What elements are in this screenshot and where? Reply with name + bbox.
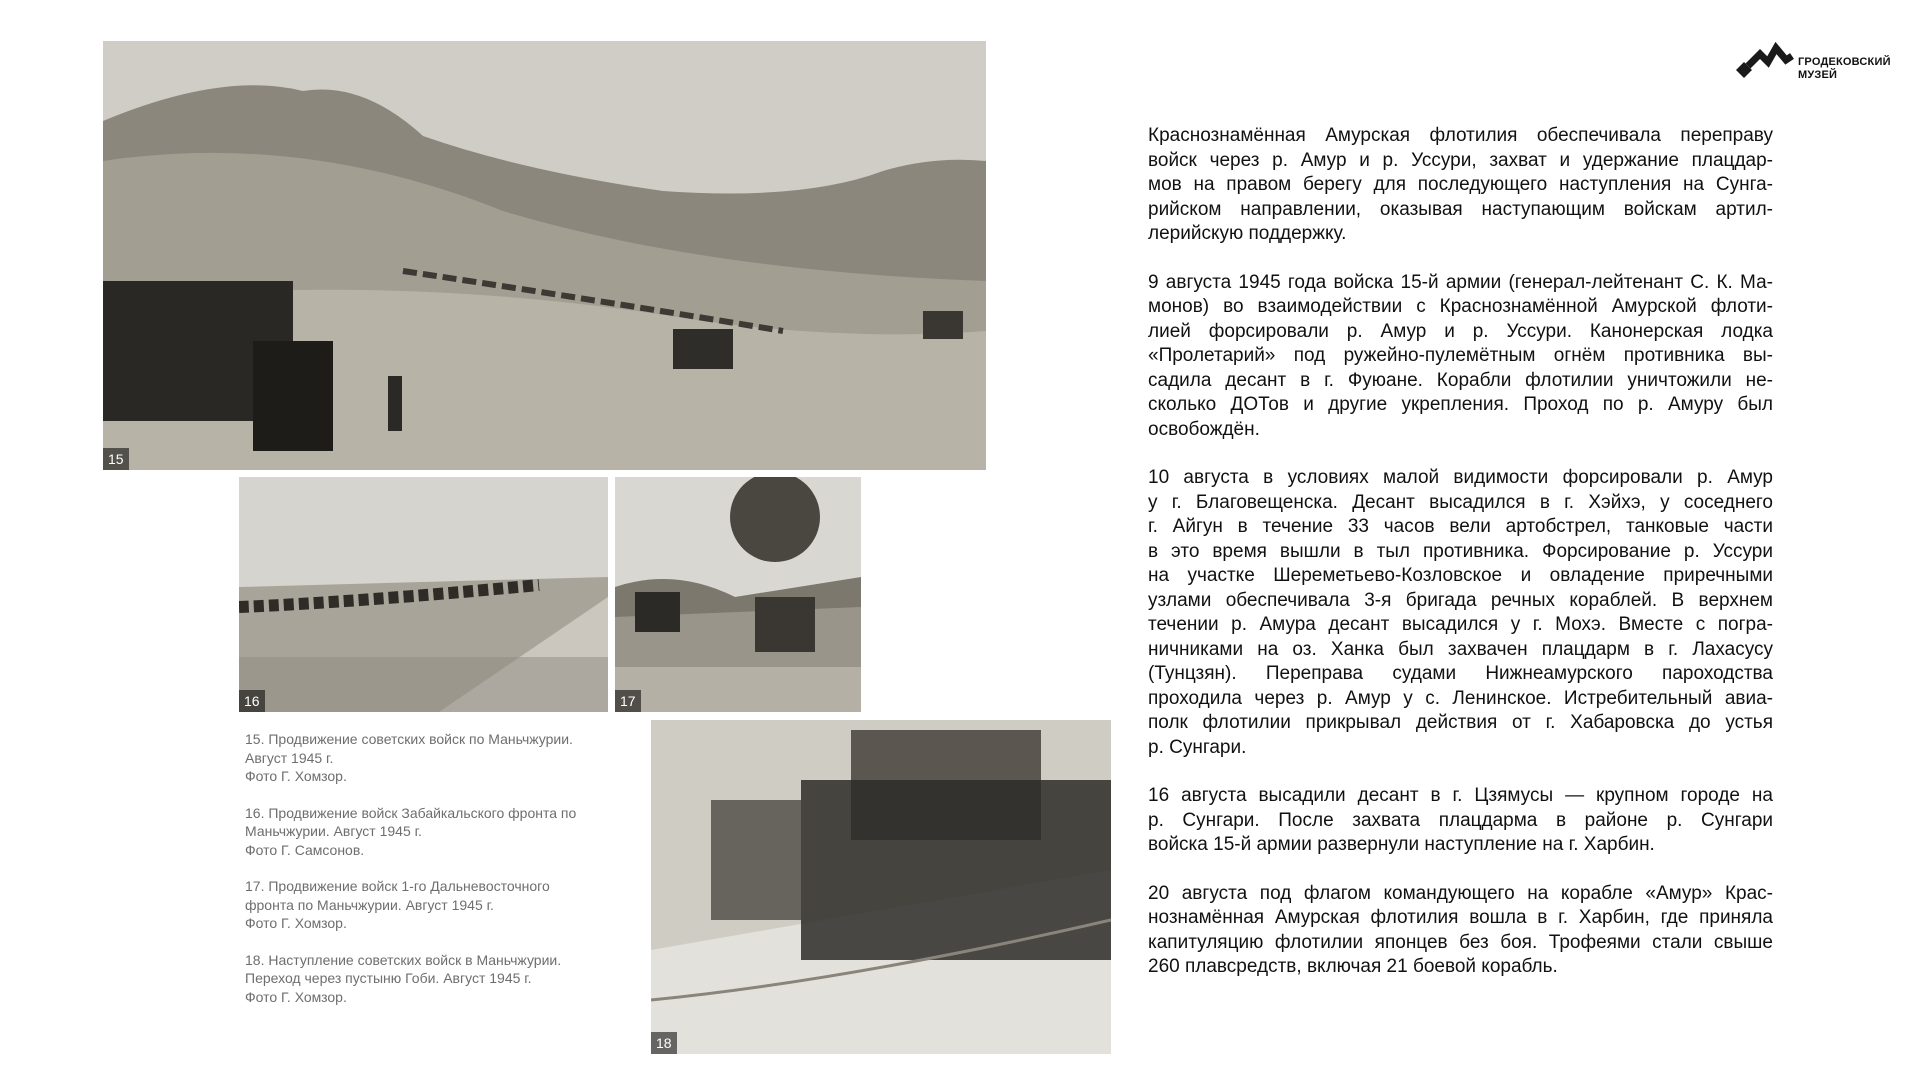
photo-captions xyxy=(245,730,645,1024)
photo-17-far-eastern-front xyxy=(615,477,861,712)
photo-number: 16 xyxy=(239,690,265,712)
photo-15-image xyxy=(103,41,986,470)
photo-18-gobi-crossing xyxy=(651,720,1111,1054)
museum-logo-mark-icon xyxy=(1734,38,1796,88)
photo-16-transbaikal-front xyxy=(239,477,608,712)
paragraph-august-10: 10 августа в условиях малой видимости форсировали р. Амур у г. Благовещенска. Десант высадился в г. Хэйхэ, у соседнего г. Айгун в течение 33 часов вели артобстрел, танковые части в это время вышли в тыл противника. Форсирование р. Уссури на участке Шереметьево-Козловское и овладение приречными узлами обеспечивала 3-я бригада речных кораблей. В верхнем течении р. Амура десант высадился у г. Мохэ. Вместе с погра- ничниками на оз. Ханка был захвачен плацдарм в г. Лахасусу (Тунцзян). Переправа судами Нижнеамурского пароходства проходила через р. Амур у с. Ленинское. Истребительный авиа- полк флотилии прикрывал действия от г. Хабаровска до устья р. Сунгари. xyxy=(1148,467,1773,758)
photo-number: 17 xyxy=(615,690,641,712)
paragraph-august-20: 20 августа под флагом командующего на корабле «Амур» Крас- нознамённая Амурская флотилия вошла в г. Харбин, где приняла капитуляцию флотилии японцев без боя. Трофеями стали свыше 260 плавсредств, включая 21 боевой корабль. xyxy=(1148,882,1773,977)
caption-17: 17. Продвижение войск 1-го Дальневосточного фронта по Маньчжурии. Август 1945 г. Фото Г. Хомзор. xyxy=(245,878,550,931)
photo-number: 18 xyxy=(651,1032,677,1054)
article-body xyxy=(1148,124,1773,1004)
museum-logo-text: ГРОДЕКОВСКИЙ МУЗЕЙ xyxy=(1798,56,1891,81)
photo-17-image xyxy=(615,477,861,712)
caption-18: 18. Наступление советских войск в Маньчжурии. Переход через пустыню Гоби. Август 1945 г. Фото Г. Хомзор. xyxy=(245,951,562,1005)
caption-15: 15. Продвижение советских войск по Маньчжурии. Август 1945 г. Фото Г. Хомзор. xyxy=(245,731,573,784)
paragraph-august-9: 9 августа 1945 года войска 15-й армии (генерал-лейтенант С. К. Ма- монов) во взаимодействии с Краснознамённой Амурской флоти- лией форсировали р. Амур и р. Уссури. Канонерская лодка «Пролетарий» под ружейно-пулемётным огнём противника вы- садила десант в г. Фуюане. Корабли флотилии уничтожили не- сколько ДОТов и другие укрепления. Проход по р. Амуру был освобождён. xyxy=(1148,271,1773,440)
caption-16: 16. Продвижение войск Забайкальского фронта по Маньчжурии. Август 1945 г. Фото Г. Самсонов. xyxy=(245,804,577,858)
photo-16-image xyxy=(239,477,608,712)
photo-15-manchuria-advance xyxy=(103,41,986,470)
museum-logo xyxy=(1734,38,1894,88)
paragraph-amur-flotilla: Краснознамённая Амурская флотилия обеспечивала переправу войск через р. Амур и р. Уссури, захват и удержание плацдар- мов на правом берегу для последующего наступления на Сунга- рийском направлении, оказывая наступающим войскам артил- лерийскую поддержку. xyxy=(1148,125,1773,244)
photo-18-image xyxy=(651,720,1111,1054)
paragraph-august-16: 16 августа высадили десант в г. Цзямусы — крупном городе на р. Сунгари. После захвата плацдарма в районе р. Сунгари войска 15-й армии развернули наступление на г. Харбин. xyxy=(1148,785,1773,855)
photo-number: 15 xyxy=(103,448,129,470)
